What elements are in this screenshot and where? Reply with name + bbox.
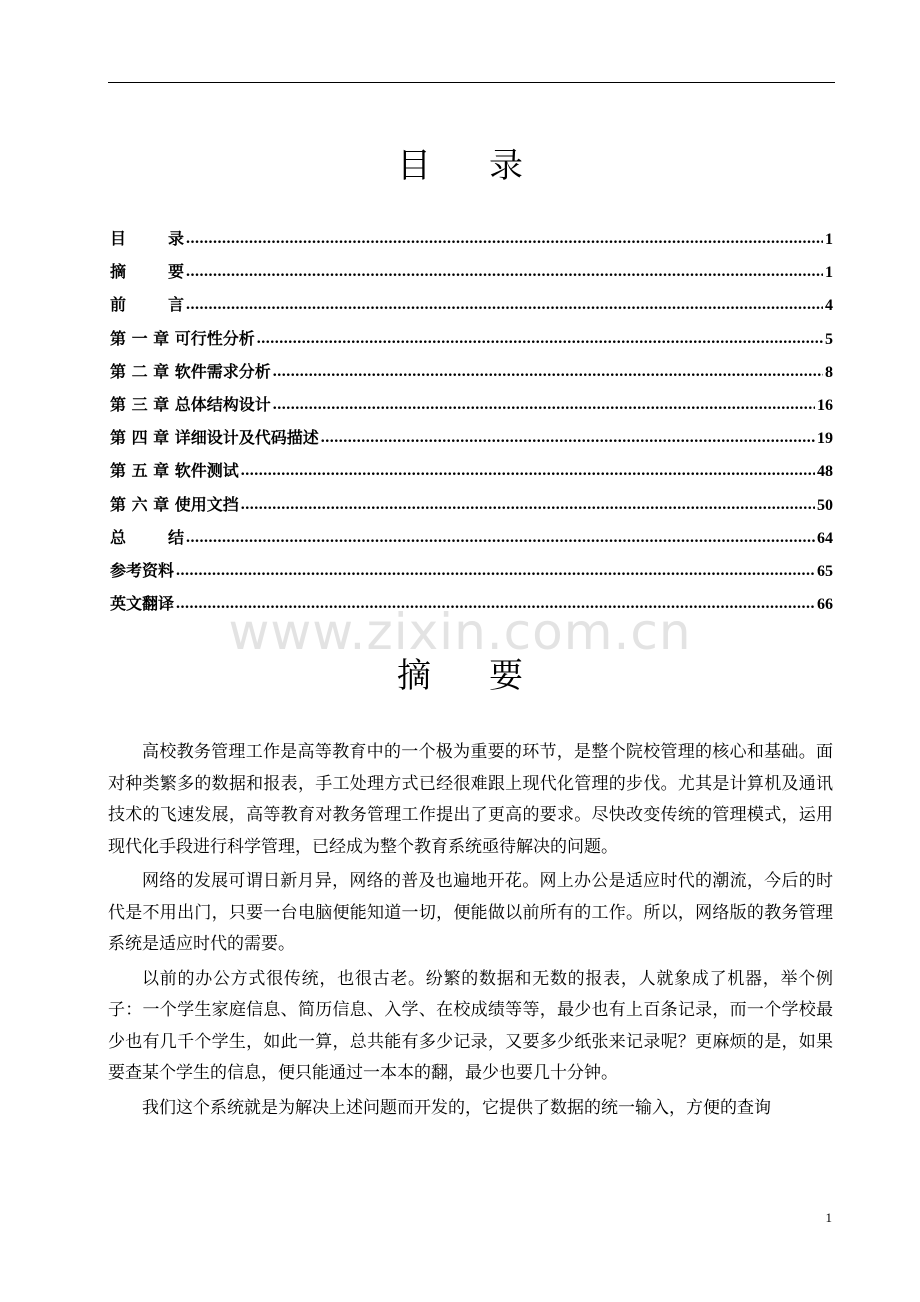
toc-leader-dots xyxy=(186,230,823,248)
toc-entry-label: 目 录 xyxy=(110,229,184,248)
toc-entry-page: 65 xyxy=(817,562,833,580)
toc-entry-label: 第 六 章 使用文挡 xyxy=(110,494,239,514)
toc-entry-page: 5 xyxy=(825,330,833,348)
watermark: www.zixin.com.cn xyxy=(228,603,692,661)
abstract-paragraph: 网络的发展可谓日新月异，网络的普及也遍地开花。网上办公是适应时代的潮流，今后的时代是不用出门，只要一台电脑便能知道一切，便能做以前所有的工作。所以，网络版的教务管理系统是适应时代的需要。 xyxy=(108,871,833,954)
toc-leader-dots xyxy=(186,529,815,547)
toc-leader-dots xyxy=(273,363,823,381)
toc-entry[interactable] xyxy=(110,525,833,558)
toc-entry[interactable] xyxy=(110,326,833,359)
table-of-contents xyxy=(110,226,833,624)
toc-entry-label: 第 二 章 软件需求分析 xyxy=(110,361,271,381)
abstract-paragraph: 我们这个系统就是为解决上述问题而开发的，它提供了数据的统一输入，方便的查询 xyxy=(142,1097,771,1118)
toc-leader-dots xyxy=(321,429,815,447)
toc-entry-page: 66 xyxy=(817,596,833,614)
toc-entry[interactable] xyxy=(110,259,833,292)
toc-entry[interactable] xyxy=(110,425,833,458)
abstract-paragraph: 以前的办公方式很传统，也很古老。纷繁的数据和无数的报表，人就象成了机器，举个例子：一个学生家庭信息、简历信息、入学、在校成绩等等，最少也有上百条记录，而一个学校最少也有几千个学生，如此一算，总共能有多少记录，又要多少纸张来记录呢？更麻烦的是，如果要查某个学生的信息，便只能通过一本本的翻，最少也要几十分钟。 xyxy=(108,968,833,1083)
toc-leader-dots xyxy=(241,496,815,514)
toc-entry-page: 1 xyxy=(825,264,833,282)
toc-entry-page: 4 xyxy=(825,297,833,315)
toc-entry-label: 总 结 xyxy=(110,527,184,547)
toc-entry[interactable] xyxy=(110,558,833,591)
toc-entry-page: 1 xyxy=(825,231,833,248)
toc-entry[interactable] xyxy=(110,492,833,525)
toc-entry-label: 摘 要 xyxy=(110,262,184,282)
toc-entry-label: 第 一 章 可行性分析 xyxy=(110,328,255,348)
toc-entry-page: 19 xyxy=(817,430,833,448)
toc-entry-page: 16 xyxy=(817,396,833,414)
toc-entry-page: 8 xyxy=(825,363,833,381)
toc-entry-page: 48 xyxy=(817,463,833,481)
toc-leader-dots xyxy=(273,396,815,414)
toc-entry[interactable] xyxy=(110,226,833,259)
toc-entry-label: 第 四 章 详细设计及代码描述 xyxy=(110,428,319,448)
header-rule xyxy=(108,82,835,83)
toc-title: 目录 xyxy=(397,146,581,186)
toc-entry-label: 参考资料 xyxy=(110,560,175,580)
toc-entry[interactable] xyxy=(110,458,833,491)
toc-leader-dots xyxy=(186,263,823,281)
toc-entry[interactable] xyxy=(110,292,833,325)
toc-entry-label: 英文翻译 xyxy=(110,594,175,614)
toc-entry[interactable] xyxy=(110,392,833,425)
abstract-paragraph: 高校教务管理工作是高等教育中的一个极为重要的环节，是整个院校管理的核心和基础。面对种类繁多的数据和报表，手工处理方式已经很难跟上现代化管理的步伐。尤其是计算机及通讯技术的飞速发展，高等教育对教务管理工作提出了更高的要求。尽快改变传统的管理模式，运用现代化手段进行科学管理，已经成为整个教育系统亟待解决的问题。 xyxy=(108,742,833,857)
page-number: 1 xyxy=(825,1210,832,1225)
toc-leader-dots xyxy=(241,462,815,480)
abstract-body xyxy=(108,737,833,1127)
toc-leader-dots xyxy=(186,296,823,314)
toc-leader-dots xyxy=(257,330,823,348)
abstract-title: 摘要 xyxy=(397,656,581,696)
toc-entry[interactable] xyxy=(110,359,833,392)
toc-entry-label: 第 三 章 总体结构设计 xyxy=(110,394,271,414)
toc-entry-label: 前 言 xyxy=(110,295,184,315)
toc-entry-label: 第 五 章 软件测试 xyxy=(110,461,239,481)
toc-entry-page: 64 xyxy=(817,529,833,547)
toc-entry-page: 50 xyxy=(817,496,833,514)
toc-leader-dots xyxy=(176,562,815,580)
